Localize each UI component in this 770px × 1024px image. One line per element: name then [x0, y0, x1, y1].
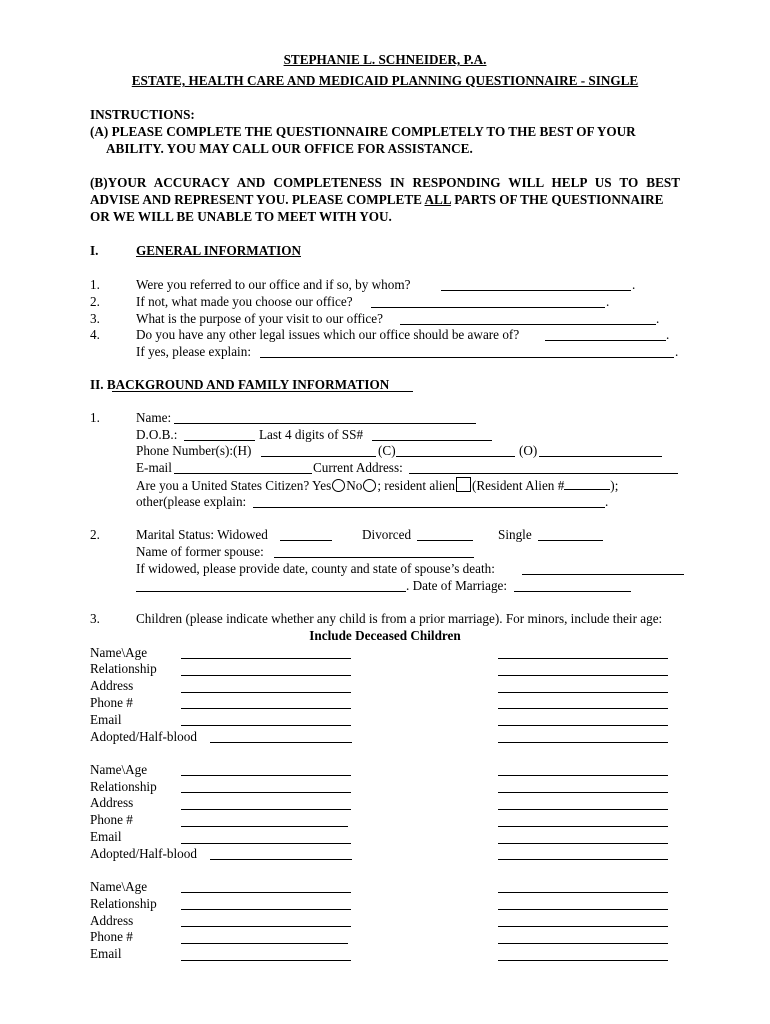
single-field[interactable]: [538, 540, 603, 541]
child1-relationship-label: Relationship: [90, 661, 157, 676]
divorced-field[interactable]: [417, 540, 473, 541]
section2-title: II. BACKGROUND AND FAMILY INFORMATION: [90, 377, 390, 392]
form-title: ESTATE, HEALTH CARE AND MEDICAID PLANNING QUESTIONNAIRE - SINGLE: [131, 73, 639, 88]
child1-email-label: Email: [90, 712, 122, 727]
q4-explain-label: If yes, please explain:: [136, 344, 251, 359]
instruction-b-all: ALL: [424, 192, 451, 207]
marriage-date-field[interactable]: [514, 591, 631, 592]
child1-address-field[interactable]: [181, 692, 351, 693]
child1-address-label: Address: [90, 678, 134, 693]
item3-number: 3.: [90, 611, 100, 626]
child5-relationship-label: Relationship: [90, 896, 157, 911]
child3-relationship-label: Relationship: [90, 779, 157, 794]
child5-name-field[interactable]: [181, 892, 351, 893]
other-explain-field[interactable]: [253, 507, 605, 508]
q2-label: If not, what made you choose our office?: [136, 294, 353, 309]
child3-name-label: Name\Age: [90, 762, 148, 777]
child6-relationship-field[interactable]: [498, 909, 668, 910]
marriage-date-label-pre: . Dat: [406, 578, 432, 593]
cell-phone-field[interactable]: [396, 456, 515, 457]
include-deceased-note: Include Deceased Children: [309, 628, 461, 643]
q2-answer-line[interactable]: [371, 307, 605, 308]
children-instructions: Children (please indicate whether any child is from a prior marriage). For minors, include their age:: [136, 611, 663, 626]
widowed-field[interactable]: [280, 540, 332, 541]
office-phone-field[interactable]: [539, 456, 662, 457]
child1-email-field[interactable]: [181, 725, 351, 726]
q1-period: .: [632, 277, 636, 292]
child3-address-label: Address: [90, 795, 134, 810]
instructions-heading: INSTRUCTIONS:: [90, 107, 195, 122]
child5-address-field[interactable]: [181, 926, 351, 927]
child4-adopted-field[interactable]: [498, 859, 668, 860]
child1-adopted-label: Adopted/Half-blood: [90, 729, 197, 744]
ssn-label: Last 4 digits of SS#: [259, 427, 364, 442]
email-label: E-mail: [136, 460, 172, 475]
child1-name-label: Name\Age: [90, 645, 148, 660]
q3-number: 3.: [90, 311, 100, 326]
marriage-date-label: [406, 578, 507, 595]
child3-phone-field[interactable]: [181, 826, 348, 827]
no-radio[interactable]: [363, 479, 376, 492]
single-label: Single: [498, 527, 532, 542]
child1-phone-label: Phone #: [90, 695, 133, 710]
dob-label: D.O.B.:: [136, 427, 178, 442]
ssn-field[interactable]: [372, 440, 492, 441]
q4-explain-period: .: [675, 344, 679, 359]
child4-name-field[interactable]: [498, 775, 668, 776]
child3-relationship-field[interactable]: [181, 792, 351, 793]
other-explain-label: other(please explain:: [136, 494, 247, 509]
child1-relationship-field[interactable]: [181, 675, 351, 676]
q2-period: .: [606, 294, 610, 309]
resident-alien-checkbox[interactable]: [456, 477, 471, 492]
instruction-b-line3: OR WE WILL BE UNABLE TO MEET WITH YOU.: [90, 209, 392, 224]
child1-adopted-field[interactable]: [210, 742, 352, 743]
dob-field[interactable]: [184, 440, 255, 441]
child5-email-field[interactable]: [181, 960, 351, 961]
q1-answer-line[interactable]: [441, 290, 631, 291]
q4-explain-line[interactable]: [260, 357, 674, 358]
child2-name-field[interactable]: [498, 658, 668, 659]
child6-name-field[interactable]: [498, 892, 668, 893]
child5-name-label: Name\Age: [90, 879, 148, 894]
q1-label: Were you referred to our office and if so, by whom?: [136, 277, 411, 292]
child5-email-label: Email: [90, 946, 122, 961]
child5-address-label: Address: [90, 913, 134, 928]
email-field[interactable]: [174, 473, 312, 474]
instruction-a-line1: (A) PLEASE COMPLETE THE QUESTIONNAIRE COMPLETELY TO THE BEST OF YOUR: [90, 124, 636, 139]
instruction-b-line2: [90, 192, 680, 209]
name-field[interactable]: [174, 423, 476, 424]
instruction-a-line2: ABILITY. YOU MAY CALL OUR OFFICE FOR ASSISTANCE.: [106, 141, 473, 156]
no-label: No: [346, 478, 363, 493]
home-phone-field[interactable]: [261, 456, 376, 457]
widowed-details-field[interactable]: [522, 574, 684, 575]
instruction-b-line2-post: PARTS OF THE QUESTIONNAIRE: [450, 192, 664, 207]
child3-email-label: Email: [90, 829, 122, 844]
child5-relationship-field[interactable]: [181, 909, 351, 910]
child3-address-field[interactable]: [181, 809, 351, 810]
resident-alien-end: );: [610, 478, 619, 493]
q4-answer-line[interactable]: [545, 340, 666, 341]
q2-number: 2.: [90, 294, 100, 309]
q3-label: What is the purpose of your visit to our office?: [136, 311, 383, 326]
former-spouse-field[interactable]: [274, 557, 474, 558]
yes-radio[interactable]: [332, 479, 345, 492]
instruction-b-line2-pre: ADVISE AND REPRESENT YOU. PLEASE COMPLETE: [90, 192, 425, 207]
child5-phone-field[interactable]: [181, 943, 348, 944]
citizen-label: Are you a United States Citizen? Yes: [136, 478, 332, 493]
divorced-label: Divorced: [362, 527, 412, 542]
child4-address-field[interactable]: [498, 809, 668, 810]
q1-number: 1.: [90, 277, 100, 292]
q4-period: .: [666, 327, 670, 342]
child3-adopted-label: Adopted/Half-blood: [90, 846, 197, 861]
widowed-details-field-line2[interactable]: [136, 591, 406, 592]
marriage-date-label-post: e of Marriage:: [431, 578, 508, 593]
child1-phone-field[interactable]: [181, 708, 351, 709]
q3-answer-line[interactable]: [400, 324, 656, 325]
section1-title: GENERAL INFORMATION: [136, 243, 301, 258]
address-label: Current Address:: [313, 460, 403, 475]
resident-alien-number-field[interactable]: [564, 478, 610, 490]
citizen-row: [136, 477, 618, 495]
item2-number: 2.: [90, 527, 100, 542]
section2-title-underline: [112, 391, 413, 392]
child5-phone-label: Phone #: [90, 929, 133, 944]
firm-name: STEPHANIE L. SCHNEIDER, P.A.: [283, 52, 487, 67]
phone-label: Phone Number(s):(H): [136, 443, 252, 458]
q3-period: .: [656, 311, 660, 326]
q4-number: 4.: [90, 327, 100, 342]
address-field[interactable]: [409, 473, 678, 474]
former-spouse-label: Name of former spouse:: [136, 544, 264, 559]
child6-address-field[interactable]: [498, 926, 668, 927]
child4-relationship-field[interactable]: [498, 792, 668, 793]
office-phone-label: (O): [519, 443, 538, 458]
child4-phone-field[interactable]: [498, 826, 668, 827]
name-label: Name:: [136, 410, 172, 425]
widowed-details-label: If widowed, please provide date, county and state of spouse’s death:: [136, 561, 495, 576]
child2-relationship-field[interactable]: [498, 675, 668, 676]
child2-address-field[interactable]: [498, 692, 668, 693]
child3-email-field[interactable]: [181, 843, 351, 844]
marital-status-label: Marital Status: Widowed: [136, 527, 268, 542]
child2-email-field[interactable]: [498, 725, 668, 726]
item1-number: 1.: [90, 410, 100, 425]
child1-name-field[interactable]: [181, 658, 351, 659]
child2-adopted-field[interactable]: [498, 742, 668, 743]
child4-email-field[interactable]: [498, 843, 668, 844]
resident-label: ; resident alien: [377, 478, 455, 493]
resident-alien-number-label: (Resident Alien #: [471, 478, 565, 493]
child3-name-field[interactable]: [181, 775, 351, 776]
q4-label: Do you have any other legal issues which our office should be aware of?: [136, 327, 520, 342]
child3-phone-label: Phone #: [90, 812, 133, 827]
child3-adopted-field[interactable]: [210, 859, 352, 860]
other-explain-period: .: [605, 494, 609, 509]
child6-email-field[interactable]: [498, 960, 668, 961]
child6-phone-field[interactable]: [498, 943, 668, 944]
section1-number: I.: [90, 243, 99, 258]
child2-phone-field[interactable]: [498, 708, 668, 709]
cell-phone-label: (C): [378, 443, 396, 458]
instruction-b-line1: (B)YOUR ACCURACY AND COMPLETENESS IN RESPONDING WILL HELP US TO BEST: [90, 175, 680, 190]
